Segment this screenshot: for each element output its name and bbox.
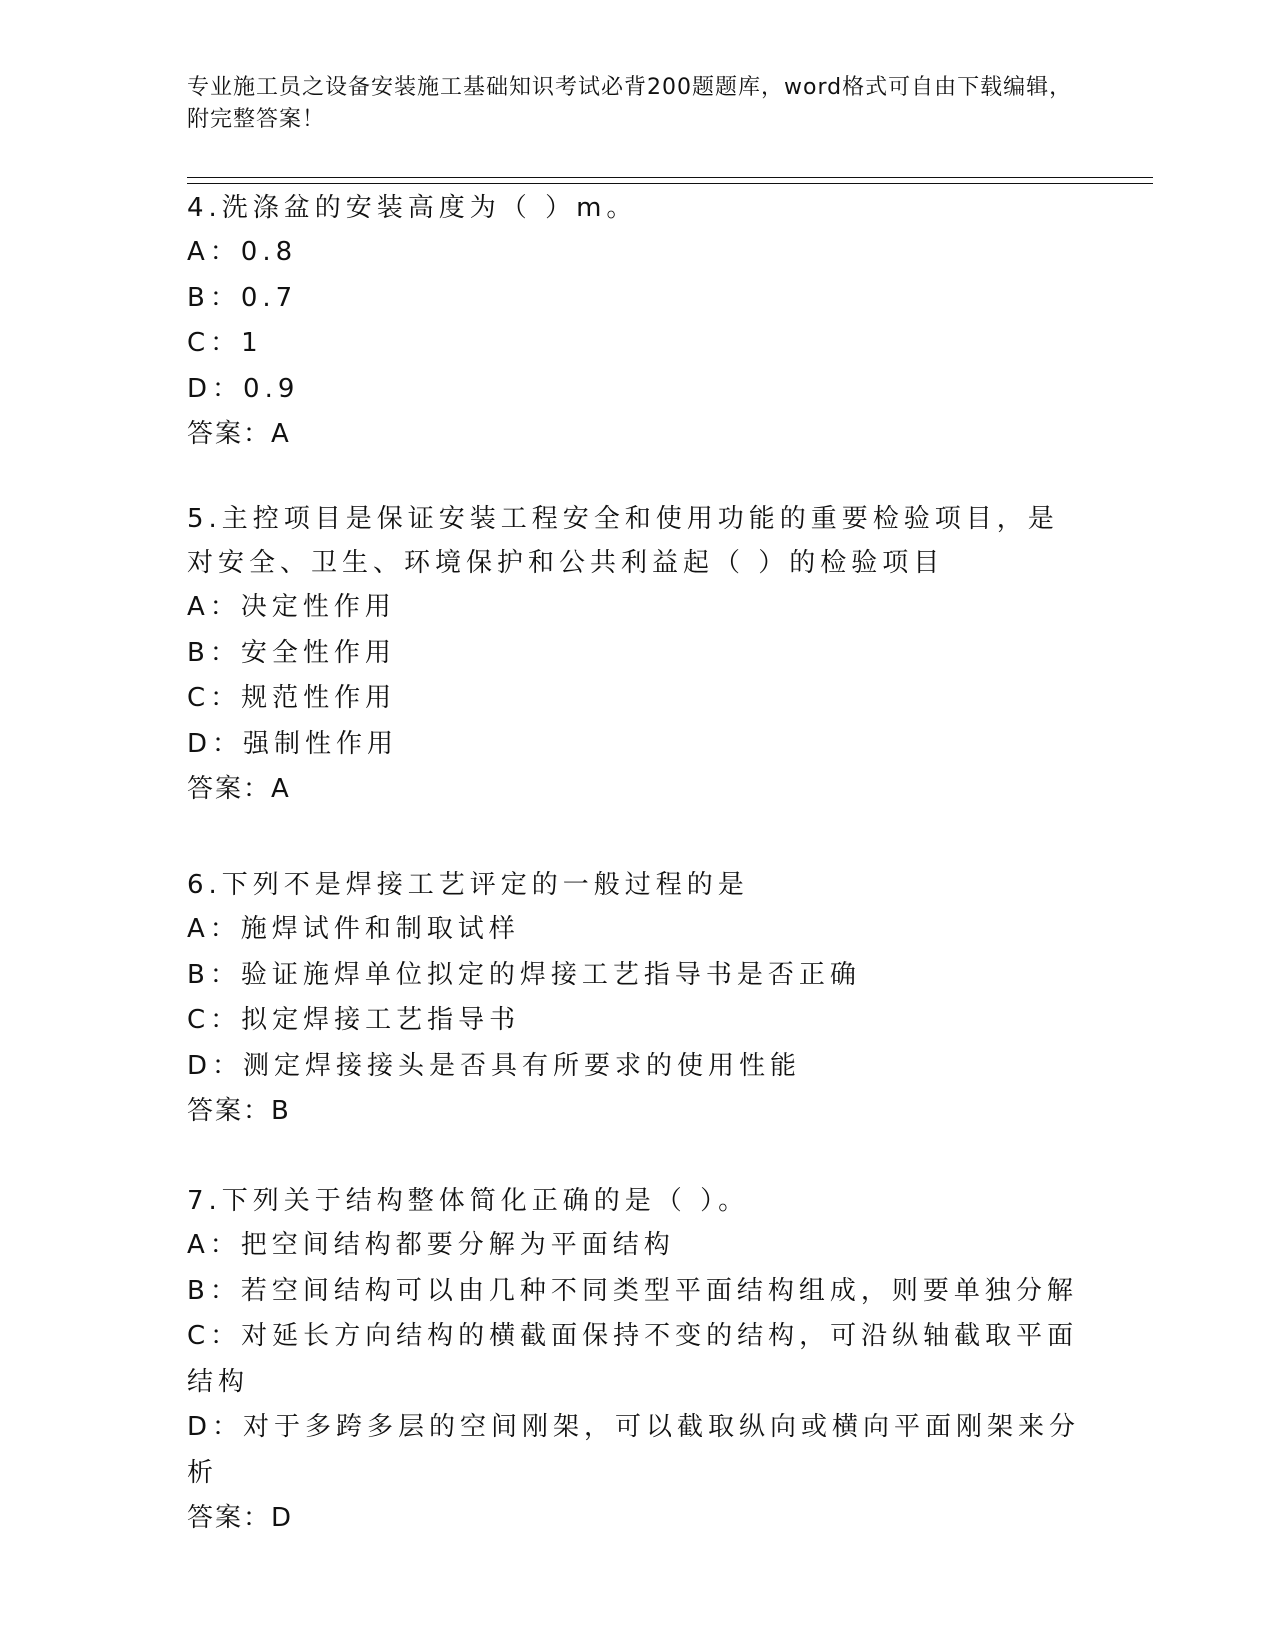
option-c: C：拟定焊接工艺指导书: [187, 1005, 521, 1035]
question-text: 4.洗涤盆的安装高度为（ ）m。: [187, 193, 638, 223]
option-a: A：把空间结构都要分解为平面结构: [187, 1230, 675, 1260]
option-a: A：0.8: [187, 237, 298, 267]
option-d: D：测定焊接接头是否具有所要求的使用性能: [187, 1050, 802, 1081]
question-5: [187, 497, 1087, 813]
option-c: C：规范性作用: [187, 683, 397, 713]
option-c: C：对延长方向结构的横截面保持不变的结构，可沿纵轴截取平面结构: [187, 1321, 1079, 1397]
question-4: [187, 186, 1087, 458]
option-b: B：0.7: [187, 282, 298, 313]
answer: 答案：A: [187, 774, 291, 804]
option-d: D：强制性作用: [187, 728, 399, 759]
header-divider-bottom: [187, 183, 1153, 184]
option-a: A：施焊试件和制取试样: [187, 914, 520, 944]
question-6: [187, 863, 1087, 1135]
option-b: B：若空间结构可以由几种不同类型平面结构组成，则要单独分解: [187, 1275, 1078, 1306]
option-b: B：验证施焊单位拟定的焊接工艺指导书是否正确: [187, 959, 861, 990]
question-text: 7.下列关于结构整体简化正确的是（ ）。: [187, 1186, 750, 1216]
answer: 答案：A: [187, 419, 291, 449]
option-b: B：安全性作用: [187, 637, 396, 668]
question-text: 5.主控项目是保证安装工程安全和使用功能的重要检验项目，是对安全、卫生、环境保护和公共利益起（ ）的检验项目: [187, 504, 1059, 578]
option-d: D：0.9: [187, 373, 300, 404]
header-divider-top: [187, 177, 1153, 178]
option-d: D：对于多跨多层的空间刚架，可以截取纵向或横向平面刚架来分析: [187, 1412, 1081, 1488]
option-c: C：1: [187, 328, 263, 358]
answer: 答案：D: [187, 1503, 294, 1533]
document-header: 专业施工员之设备安装施工基础知识考试必背200题题库，word格式可自由下载编辑，附完整答案！: [187, 75, 1073, 132]
option-a: A：决定性作用: [187, 592, 396, 622]
question-7: [187, 1179, 1087, 1542]
question-text: 6.下列不是焊接工艺评定的一般过程的是: [187, 870, 749, 900]
answer: 答案：B: [187, 1096, 291, 1126]
